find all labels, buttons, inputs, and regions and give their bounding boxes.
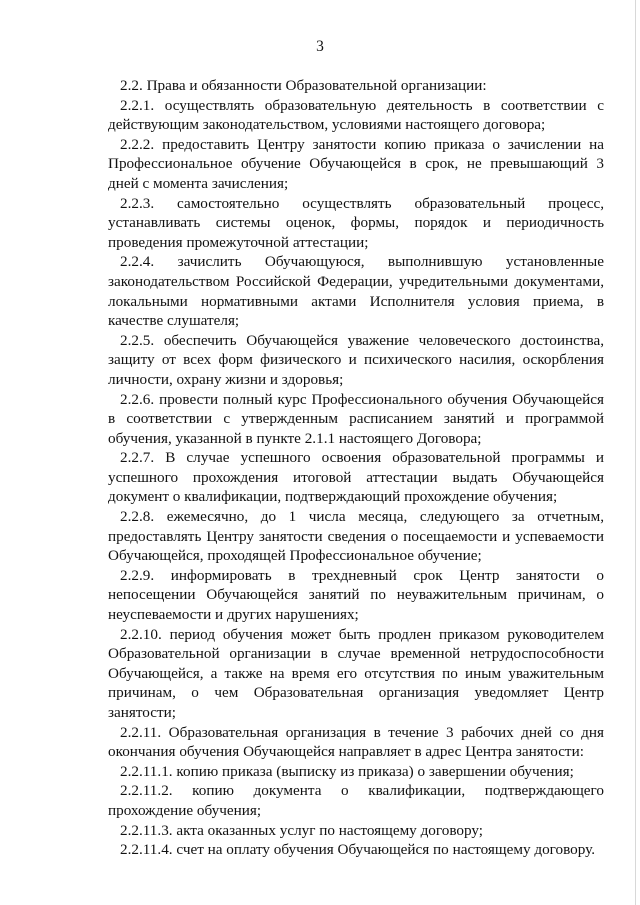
clause-2-2-11-3: 2.2.11.3. акта оказанных услуг по настоящему договору; bbox=[120, 821, 484, 839]
clause-2-2-10: 2.2.10. период обучения может быть продлен приказом руководителем Образовательной организации в случае временной нетрудоспособности Обучающейся, а также на время его отсутствия по иным уважительным причинам, о чем Образовательная организация уведомляет Центр занятости; bbox=[108, 625, 604, 721]
clause-2-2-11-4: 2.2.11.4. счет на оплату обучения Обучающейся по настоящему договору. bbox=[120, 841, 596, 859]
clause-2-2-2: 2.2.2. предоставить Центру занятости копию приказа о зачислении на Профессиональное обучение Обучающейся в срок, не превышающий 3 дней с момента зачисления; bbox=[108, 135, 604, 192]
clause-2-2-1: 2.2.1. осуществлять образовательную деятельность в соответствии с действующим законодательством, условиями настоящего договора; bbox=[108, 96, 604, 134]
clause-2-2-7: 2.2.7. В случае успешного освоения образовательной программы и успешного прохождения итоговой аттестации выдать Обучающейся документ о квалификации, подтверждающий прохождение обучения; bbox=[108, 449, 604, 506]
clause-2-2-3: 2.2.3. самостоятельно осуществлять образовательный процесс, устанавливать системы оценок, формы, порядок и периодичность проведения промежуточной аттестации; bbox=[108, 194, 604, 251]
section-heading: 2.2. Права и обязанности Образовательной организации: bbox=[120, 77, 487, 94]
document-body bbox=[108, 76, 604, 860]
clause-2-2-6: 2.2.6. провести полный курс Профессионального обучения Обучающейся в соответствии с утвержденным расписанием занятий и программой обучения, указанной в пункте 2.1.1 настоящего Договора; bbox=[108, 390, 604, 447]
clause-2-2-5: 2.2.5. обеспечить Обучающейся уважение человеческого достоинства, защиту от всех форм физического и психического насилия, оскорбления личности, охрану жизни и здоровья; bbox=[108, 331, 604, 388]
clause-2-2-11: 2.2.11. Образовательная организация в течение 3 рабочих дней со дня окончания обучения Обучающейся направляет в адрес Центра занятости: bbox=[108, 723, 604, 761]
clause-2-2-11-2: 2.2.11.2. копию документа о квалификации, подтверждающего прохождение обучения; bbox=[108, 782, 604, 819]
clause-2-2-11-1: 2.2.11.1. копию приказа (выписку из приказа) о завершении обучения; bbox=[120, 762, 574, 780]
clause-2-2-4: 2.2.4. зачислить Обучающуюся, выполнившую установленные законодательством Российской Федерации, учредительными документами, локальными нормативными актами Исполнителя условия приема, в качестве слушателя; bbox=[108, 253, 604, 330]
clause-2-2-8: 2.2.8. ежемесячно, до 1 числа месяца, следующего за отчетным, предоставлять Центру занятости сведения о посещаемости и успеваемости Обучающейся, проходящей Профессиональное обучение; bbox=[108, 508, 604, 565]
page-number: 3 bbox=[316, 38, 324, 55]
page-edge-line bbox=[635, 0, 636, 905]
clause-2-2-9: 2.2.9. информировать в трехдневный срок Центр занятости о непосещении Обучающейся занятий по неуважительным причинам, о неуспеваемости и других нарушениях; bbox=[108, 566, 604, 624]
